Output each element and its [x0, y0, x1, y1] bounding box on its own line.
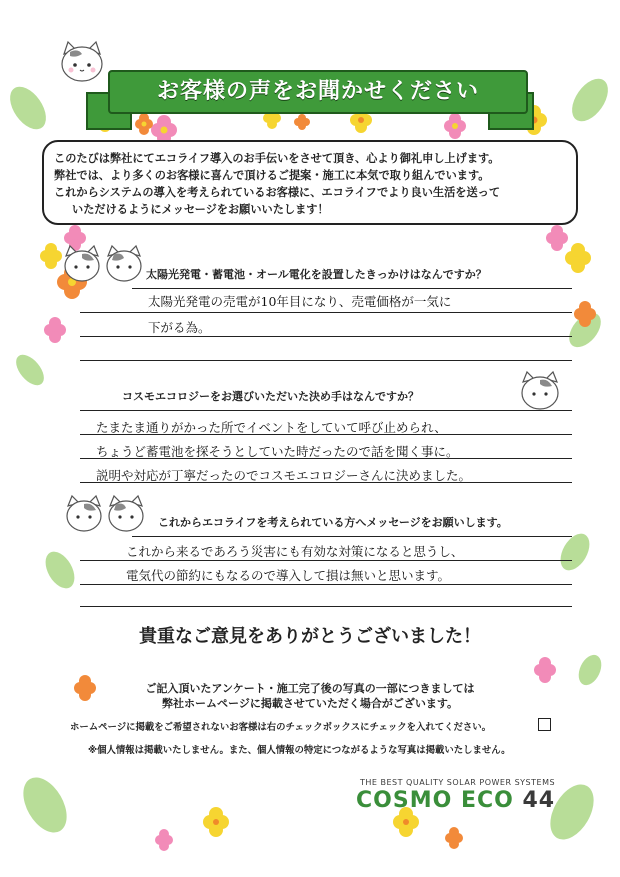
answer-line	[132, 288, 572, 289]
answer-line	[80, 410, 572, 411]
answer-1-line-2: 下がる為。	[148, 320, 211, 335]
notice-line-2: 弊社ホームページに掲載させていただく場合がございます。	[162, 697, 458, 710]
company-logo	[356, 788, 555, 813]
answer-3-line-1: これから来るであろう災害にも有効な対策になると思うし、	[126, 544, 464, 559]
answer-line	[80, 560, 572, 561]
cat-icon	[58, 40, 106, 84]
cat-icon	[62, 244, 144, 286]
answer-3-line-2: 電気代の節約にもなるので導入して損は無いと思います。	[126, 568, 451, 583]
answer-line	[80, 584, 572, 585]
tagline: THE BEST QUALITY SOLAR POWER SYSTEMS	[360, 778, 556, 787]
answer-line	[80, 482, 572, 483]
privacy-note: ※個人情報は掲載いたしません。また、個人情報の特定につながるような写真は掲載いたしません。	[88, 745, 511, 756]
intro-line: これからシステムの導入を考えられているお客様に、エコライフでより良い生活を送って	[54, 186, 501, 199]
answer-line	[80, 434, 572, 435]
opt-out-checkbox[interactable]	[538, 718, 551, 731]
answer-line	[80, 360, 572, 361]
logo-number: 44	[522, 788, 556, 813]
question-1: 太陽光発電・蓄電池・オール電化を設置したきっかけはなんですか？	[146, 268, 487, 281]
intro-line: 弊社では、より多くのお客様に喜んで頂けるご提案・施工に本気で取り組んでいます。	[54, 169, 490, 182]
thanks-message: 貴重なご意見をありがとうございました！	[139, 626, 481, 647]
intro-line: このたびは弊社にてエコライフ導入のお手伝いをさせて頂き、心より御礼申し上げます。	[54, 152, 500, 165]
answer-line	[80, 312, 572, 313]
answer-2-line-2: ちょうど蓄電池を探そうとしていた時だったので話を聞く事に。	[96, 444, 459, 459]
answer-2-line-3: 説明や対応が丁寧だったのでコスモエコロジーさんに決めました。	[96, 468, 472, 483]
intro-box	[42, 140, 578, 225]
answer-2-line-1: たまたま通りがかった所でイベントをしていて呼び止められ、	[96, 420, 447, 435]
question-2: コスモエコロジーをお選びいただいた決め手はなんですか？	[122, 390, 419, 403]
answer-line	[80, 606, 572, 607]
answer-line	[132, 536, 572, 537]
notice-line-1: ご記入頂いたアンケート・施工完了後の写真の一部につきましては	[145, 682, 475, 695]
question-3: これからエコライフを考えられている方へメッセージをお願いします。	[158, 516, 508, 529]
page-title: お客様の声をお聞かせください	[156, 79, 479, 104]
answer-line	[80, 458, 572, 459]
logo-text: COSMO ECO	[356, 788, 514, 813]
answer-1-line-1: 太陽光発電の売電が10年目になり、売電価格が一気に	[148, 294, 452, 309]
answer-line	[80, 336, 572, 337]
cat-icon	[64, 494, 146, 536]
cat-icon	[518, 370, 562, 412]
intro-line: いただけるようにメッセージをお願いいたします！	[72, 203, 329, 216]
checkbox-instruction: ホームページに掲載をご希望されないお客様は右のチェックボックスにチェックを入れてください。	[70, 722, 492, 733]
